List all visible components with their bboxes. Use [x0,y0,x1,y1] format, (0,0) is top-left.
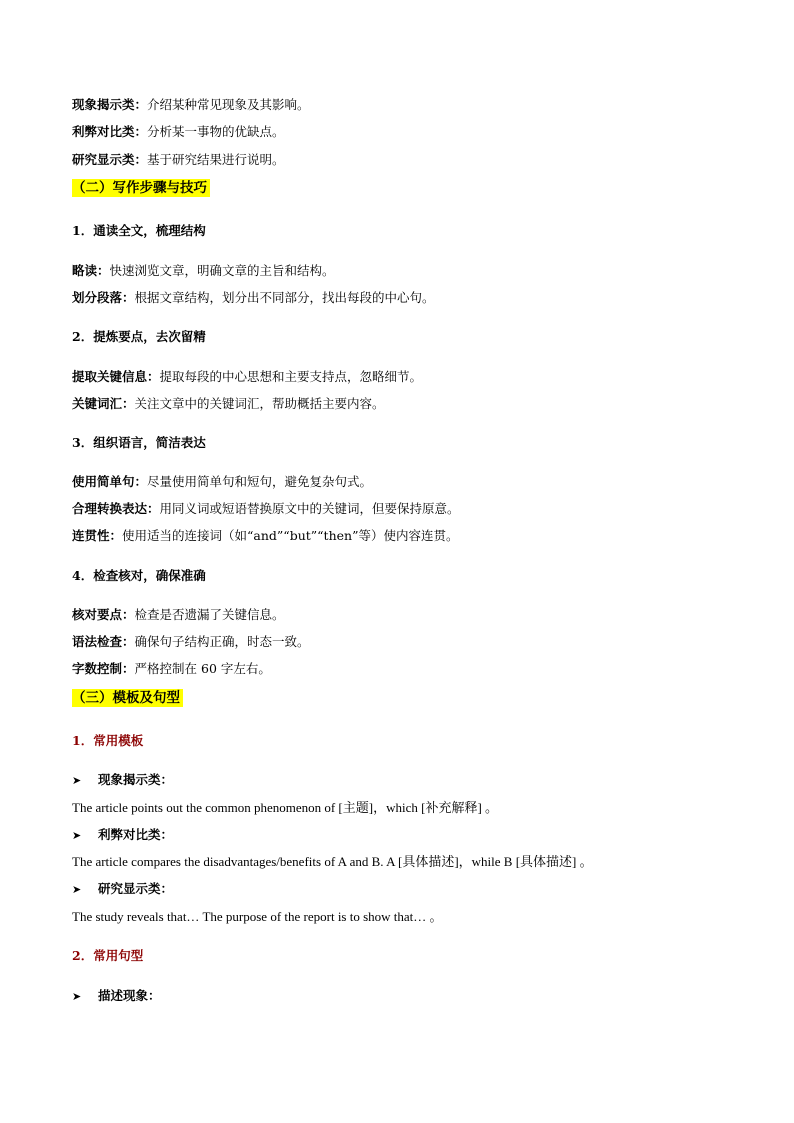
arrow-bullet-icon: ➤ [72,829,82,842]
term-label: 核对要点： [72,607,135,622]
term-desc: 尽量使用简单句和短句，避免复杂句式。 [147,474,373,489]
subheading: 1．常用模板 [72,733,144,748]
term-label: 划分段落： [72,290,135,305]
term-desc: 使用适当的连接词（如“and”“but”“then”等）使内容连贯。 [122,528,459,543]
step-item [72,473,372,491]
template-label: ➤ 现象揭示类： [72,771,173,790]
subheading: 2．常用句型 [72,948,144,963]
section-title: （三）模板及句型 [72,689,183,707]
step-heading: 2．提炼要点，去次留精 [72,329,206,344]
term-desc: 提取每段的中心思想和主要支持点，忽略细节。 [159,369,423,384]
template-sentence: The article compares the disadvantages/benefits of A and B. A [具体描述]，while B [具体描述] 。 [72,854,593,869]
term-label: 关键词汇： [72,396,135,411]
term-desc: 介绍某种常见现象及其影响。 [147,97,310,112]
arrow-bullet-icon: ➤ [72,990,82,1003]
term-label: 语法检查： [72,634,135,649]
intro-item [72,151,285,169]
step-heading: 1．通读全文，梳理结构 [72,223,206,238]
step-item [72,368,422,386]
intro-item [72,96,310,114]
template-label: ➤ 研究显示类： [72,880,173,899]
term-desc: 根据文章结构，划分出不同部分，找出每段的中心句。 [134,290,435,305]
arrow-bullet-icon: ➤ [72,883,82,896]
template-sentence: The study reveals that… The purpose of the report is to show that… 。 [72,909,443,924]
step-item [72,633,310,651]
term-label: 略读： [72,263,110,278]
step-item [72,289,435,307]
step-item [72,500,460,518]
intro-item [72,123,285,141]
term-label: 字数控制： [72,661,135,676]
term-desc: 快速浏览文章，明确文章的主旨和结构。 [109,263,335,278]
term-label: 利弊对比类： [72,124,148,139]
term-label: 合理转换表达： [72,501,160,516]
template-sentence: The article points out the common phenomenon of [主题]，which [补充解释] 。 [72,800,499,815]
section-heading [72,179,210,197]
pattern-label: ➤ 描述现象： [72,987,161,1006]
term-label: 连贯性： [72,528,123,543]
arrow-bullet-icon: ➤ [72,774,82,787]
step-item [72,660,271,678]
section-heading [72,689,183,707]
section-title: （二）写作步骤与技巧 [72,179,210,197]
step-item [72,606,285,624]
step-item [72,262,335,280]
term-desc: 严格控制在 60 字左右。 [134,661,271,676]
template-label: ➤ 利弊对比类： [72,826,173,845]
step-heading: 4．检查核对，确保准确 [72,568,206,583]
term-desc: 确保句子结构正确，时态一致。 [134,634,310,649]
term-label: 现象揭示类： [72,97,148,112]
step-item [72,527,458,545]
term-label: 提取关键信息： [72,369,160,384]
term-label: 使用简单句： [72,474,148,489]
term-desc: 分析某一事物的优缺点。 [147,124,285,139]
term-desc: 基于研究结果进行说明。 [147,152,285,167]
step-item [72,395,385,413]
term-desc: 检查是否遗漏了关键信息。 [134,607,285,622]
term-label: 研究显示类： [72,152,148,167]
step-heading: 3．组织语言，简洁表达 [72,435,206,450]
term-desc: 用同义词或短语替换原文中的关键词，但要保持原意。 [159,501,460,516]
term-desc: 关注文章中的关键词汇，帮助概括主要内容。 [134,396,385,411]
